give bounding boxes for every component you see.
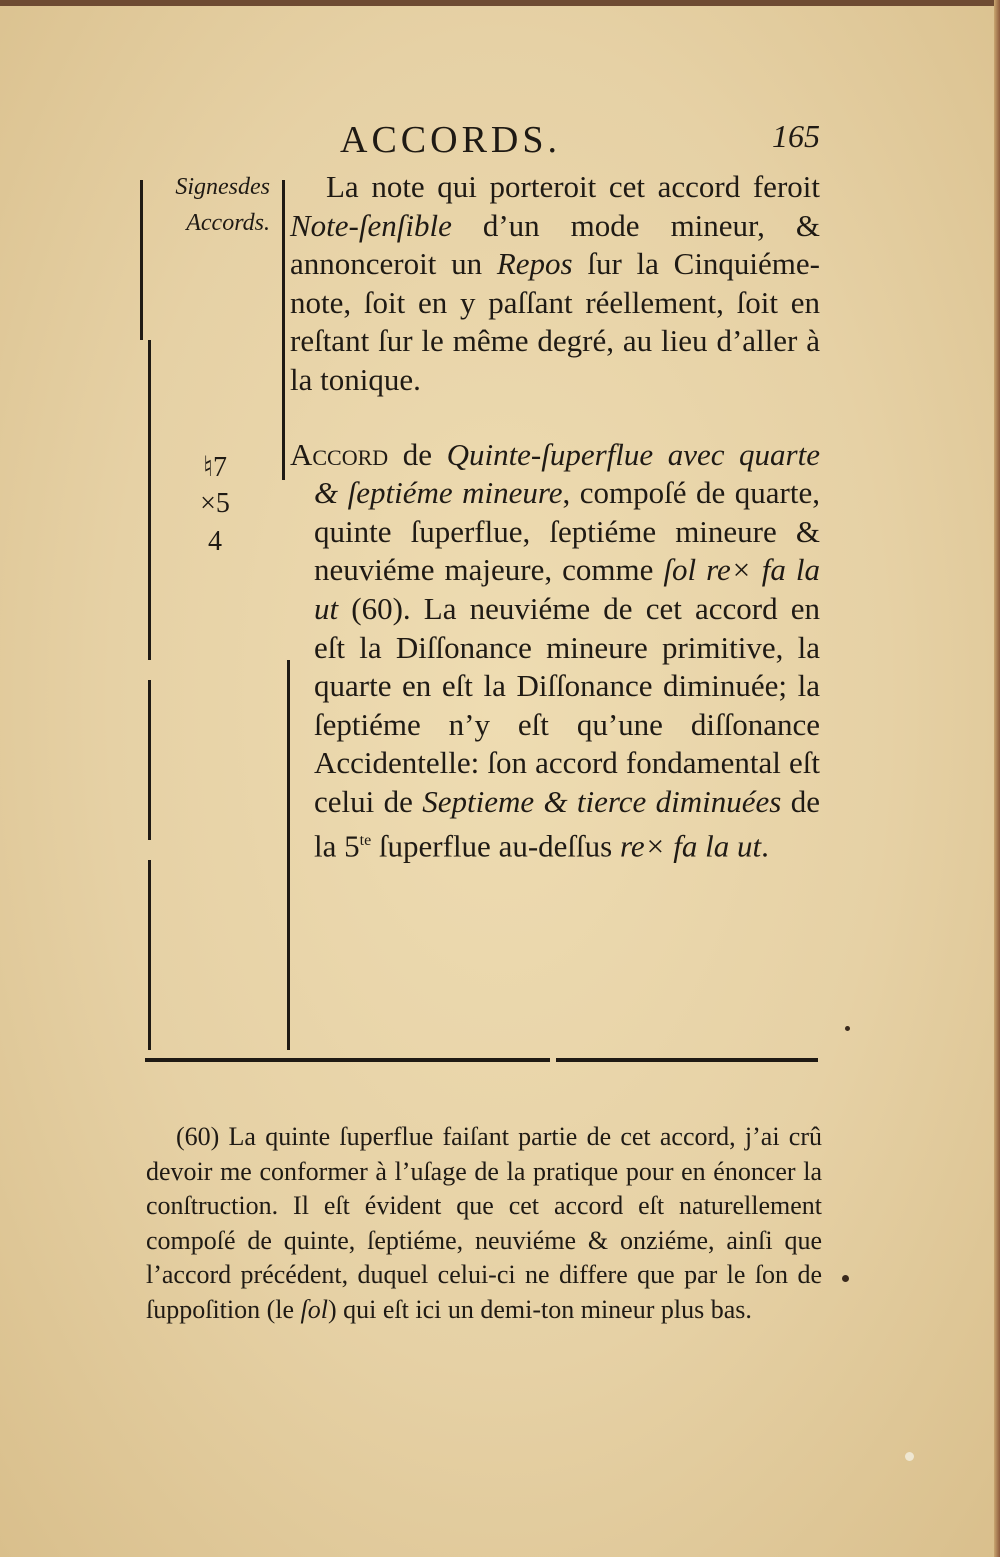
entry-chord-name: Quinte-ſuperflue avec quarte & ſeptiéme mineure [314, 436, 820, 511]
footnote-60: (60) La quinte ſuperflue faiſant partie de cet accord, j’ai crû devoir me conformer à l’uſage de la pratique pour en énoncer la conſtruction. Il eſt évident que cet accord eſt naturellement compoſé de quinte, ſeptiéme, neuviéme & onziéme, ainſi que l’accord précédent, duquel celui-ci ne differe que par le ſon de ſuppoſition (le ſol) qui eſt ici un demi-ton mineur plus bas. [146, 1122, 822, 1324]
chord-figure-fifth: ×5 [200, 488, 230, 519]
running-title: ACCORDS. [340, 119, 561, 161]
footnote-separator [556, 1058, 818, 1062]
page-top-edge [0, 0, 1000, 6]
margin-rule [140, 180, 143, 340]
paper-spot [905, 1452, 914, 1461]
chord-figure-fourth: 4 [208, 526, 222, 557]
page-number: 165 [772, 118, 820, 154]
margin-rule [148, 860, 151, 1050]
margin-label-line1: Signesdes [175, 174, 270, 200]
margin-rule [148, 680, 151, 840]
page-header [340, 118, 820, 168]
margin-label-line2: Accords. [186, 210, 270, 236]
margin-column [100, 170, 280, 1060]
column-rule [282, 180, 285, 480]
footnote-separator [145, 1058, 550, 1062]
paragraph-chord-definition: Accord de Quinte-ſuperflue avec quarte & ſeptiéme mineure, compoſé de quarte, quinte ſuperflue, ſeptiéme mineure & neuviéme majeure, comme ſol re× fa la ut (60). La neuviéme de cet accord en eſt la Diſſonance mineure primitive, la quarte en eſt la Diſſonance diminuée; la ſeptiéme n’y eſt qu’une diſſonance Accidentelle: ſon accord fondamental eſt celui de Septieme & tierce diminuées de la $5^{te}$ ſuperflue au-deſſus re× fa la ut. [290, 436, 820, 863]
margin-rule [148, 340, 151, 660]
ink-speck [845, 1026, 850, 1031]
chord-figure-seventh: ♮7 [202, 452, 227, 483]
entry-lead-word: Accord [290, 436, 389, 472]
page-right-edge [994, 0, 1000, 1557]
paragraph-note: La note qui porteroit cet accord feroit Note-ſenſible d’un mode mineur, & annonceroit un Repos ſur la Cinquiéme-note, ſoit en y paſſant réellement, ſoit en reſtant ſur le même degré, au lieu d’aller à la tonique. [290, 169, 820, 397]
main-text-column [290, 168, 820, 865]
ink-speck [842, 1275, 849, 1282]
